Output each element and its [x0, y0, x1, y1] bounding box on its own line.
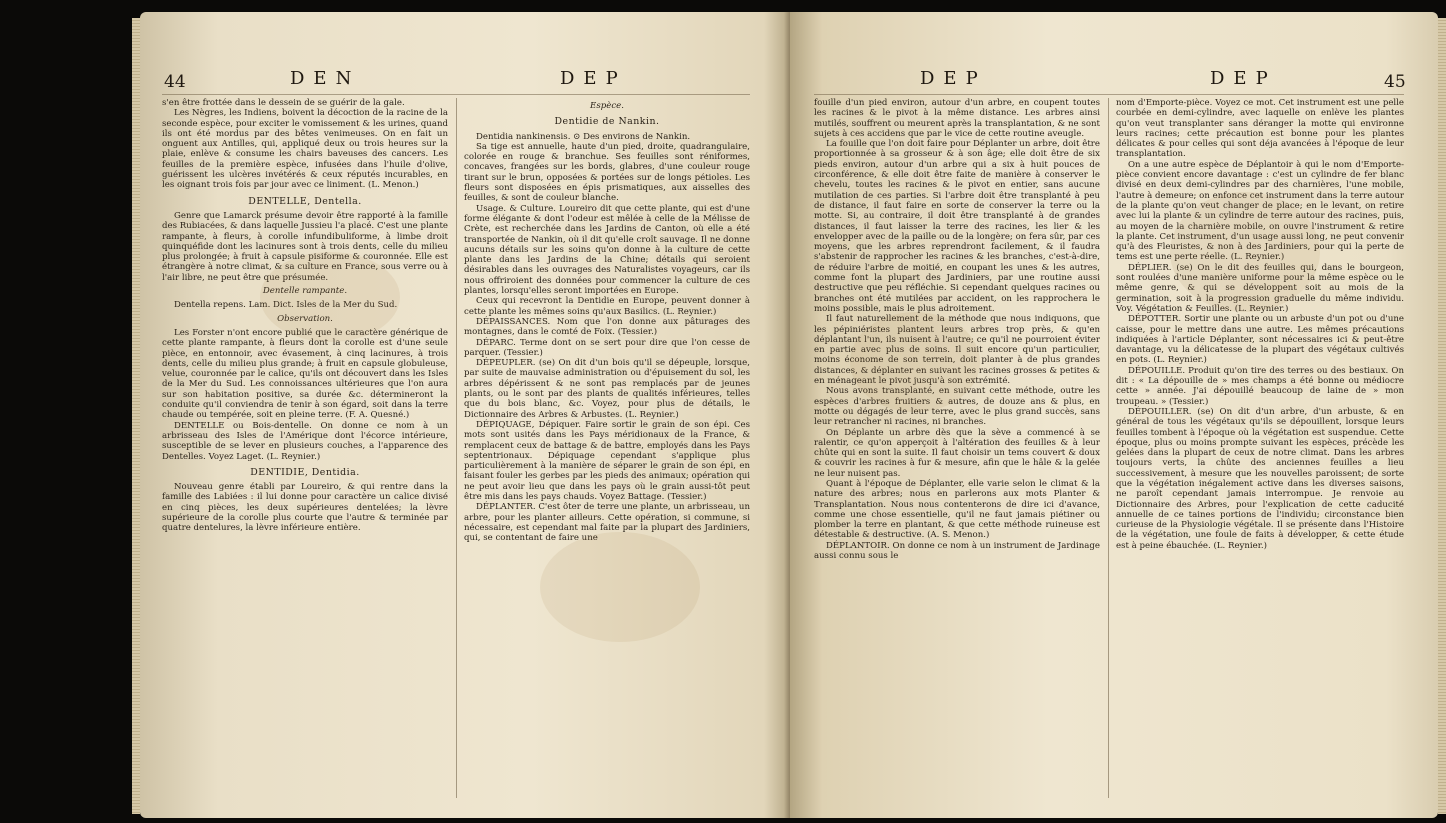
paragraph: Genre que Lamarck présume devoir être rapporté à la famille des Rubiacées, & dans laquelle Jussieu l'a placé. C'est une plante rampante, à fleurs, à corolle infundibuliforme, à limbe droit quinquéfide dont les lacinures sont à trois dents, celle du milieu plus prolongée; à fruit à capsule pisiforme & couronnée. Elle est étrangère à notre climat, & sa culture en France, sous verre ou à l'air libre, ne peut être que présumée.	[162, 210, 448, 283]
left-running-head-1: DEN	[290, 68, 361, 89]
foxing-stain	[540, 532, 700, 642]
right-column-1	[814, 98, 1100, 561]
paragraph: Il faut naturellement de la méthode que nous indiquons, que les pépiniéristes plantent leurs arbres trop près, & qu'en déplantant l'un, ils nuisent à l'autre; ce qu'il ne pourroient éviter en partie avec plus de soins. Il suit encore qu'un particulier, moins économe de son terrein, doit planter à de plus grandes distances, & déplanter en suivant les racines grosses & petites & en ménageant le pivot jusqu'à son extrémité.	[814, 314, 1100, 387]
article-heading: DENTIDIE, Dentidia.	[250, 466, 360, 478]
paragraph: Quant à l'époque de Déplanter, elle varie selon le climat & la nature des arbres; nous en parlerons aux mots Planter & Transplantation. Nous nous contenterons de dire ici d'avance, comme une chose essentielle, qu'il ne faut jamais piétiner ou plomber la terre en plantant, & que cette méthode ruineuse est détestable & destructive. (A. S. Menon.)	[814, 478, 1100, 541]
right-column-rule	[1108, 98, 1109, 798]
paragraph: DÉPLIER. (se) On le dit des feuilles qui, dans le bourgeon, sont roulées d'une manière uniforme pour la même espèce ou le même genre, & qui se développent soit au mois de la germination, soit à la progression graduelle du même individu. Voy. Végétation & Feuilles. (L. Reynier.)	[1116, 262, 1404, 314]
article-heading: DENTELLE, Dentella.	[248, 195, 362, 207]
paragraph: Ceux qui recevront la Dentidie en Europe, peuvent donner à cette plante les mêmes soins qu'aux Basilics. (L. Reynier.)	[464, 296, 750, 317]
paragraph: Dentella repens. Lam. Dict. Isles de la Mer du Sud.	[174, 300, 398, 311]
left-head-rule	[162, 94, 750, 95]
paragraph: DÉPIQUAGE, Dépiquer. Faire sortir le grain de son épi. Ces mots sont usités dans les Pays méridionaux de la France, & remplacent ceux de battage & de battre, employés dans les Pays septentrionaux. Dépiquage cependant s'applique plus particulièrement à la manière de séparer le grain de son épi, en faisant fouler les gerbes par les pieds des animaux; opération qui ne peut avoir lieu que dans les pays où le grain aussi-tôt peut être mis dans les pays chauds. Voyez Battage. (Tessier.)	[464, 419, 750, 502]
section-subheading: Observation.	[277, 313, 333, 324]
paragraph: DÉPOTTER. Sortir une plante ou un arbuste d'un pot ou d'une caisse, pour le mettre dans une autre. Les mêmes précautions indiquées à l'article Déplanter, sont nécessaires ici & peut-être davantage, vu la délicatesse de la plupart des végétaux cultivés en pots. (L. Reynier.)	[1116, 314, 1404, 366]
left-page-edge	[132, 18, 140, 814]
paragraph: s'en être frottée dans le dessein de se guérir de la gale.	[162, 98, 405, 108]
left-column-2	[464, 98, 750, 543]
paragraph: DÉPARC. Terme dont on se sert pour dire que l'on cesse de parquer. (Tessier.)	[464, 337, 750, 358]
paragraph: Sa tige est annuelle, haute d'un pied, droite, quadrangulaire, colorée en rouge & branchue. Ses feuilles sont réniformes, concaves, frangées sur les bords, glabres, d'une couleur rouge tirant sur le brun, opposées & portées sur de longs pétioles. Les fleurs sont disposées en épis prismatiques, aux aisselles des feuilles, & sont de couleur blanche.	[464, 141, 750, 204]
article-heading: Dentidie de Nankin.	[554, 116, 660, 128]
left-page	[140, 12, 790, 818]
paragraph: Usage. & Culture. Loureiro dit que cette plante, qui est d'une forme élégante & dont l'odeur est mêlée à celle de la Mélisse de Crète, est recherchée dans les Jardins de Canton, où elle a été transportée de Nankin, où il dit qu'elle croît sauvage. Il ne donne aucuns détails sur les soins qu'on donne à la culture de cette plante dans les Jardins de la Chine; détails qui seroient désirables dans les ouvrages des Naturalistes voyageurs, car ils nous offriroient des données pour commencer la culture de ces plantes, lorsqu'elles seront importées en Europe.	[464, 203, 750, 297]
right-page	[790, 12, 1438, 818]
left-column-rule	[456, 98, 457, 798]
right-running-head-2: DEP	[1210, 68, 1277, 89]
paragraph: Nouveau genre établi par Loureiro, & qui rentre dans la famille des Labiées : il lui donne pour caractère un calice divisé en cinq pièces, les deux supérieures dentelées; la lèvre supérieure de la corolle plus courte que l'autre & terminée par quatre dentelures, la lèvre inférieure entière.	[162, 482, 448, 534]
paragraph: DENTELLE ou Bois-dentelle. On donne ce nom à un arbrisseau des Isles de l'Amérique dont l'écorce intérieure, susceptible de se lever en plusieurs couches, a l'apparence des Dentelles. Voyez Laget. (L. Reynier.)	[162, 420, 448, 462]
paragraph: Nous avons transplanté, en suivant cette méthode, outre les espèces d'arbres fruitiers & autres, de douze ans & plus, en motte ou dégagés de leur terre, avec le plus grand succès, sans leur retrancher ni racines, ni branches.	[814, 386, 1100, 428]
paragraph: DÉPOUILLER. (se) On dit d'un arbre, d'un arbuste, & en général de tous les végétaux qu'ils se dépouillent, lorsque leurs feuilles tombent à l'époque où la végétation est suspendue. Cette époque, plus ou moins prompte suivant les espèces, précède les gelées dans la plupart de ceux de notre climat. Dans les arbres toujours verts, la chûte des anciennes feuilles a lieu successivement, à mesure que les nouvelles paroissent; de sorte que la végétation inégalement active dans les diverses saisons, ne paroît cependant jamais interrompue. Je renvoie au Dictionnaire des Arbres, pour l'explication de cette caducité annuelle de ce taines portions de l'individu; circonstance bien curieuse de la Physiologie végétale. Il se présente dans l'Histoire de la végétation, une foule de faits à développer, & cette étude est à peine ébauchée. (L. Reynier.)	[1116, 406, 1404, 551]
paragraph: DÉPLANTER. C'est ôter de terre une plante, un arbrisseau, un arbre, pour les planter ailleurs. Cette opération, si commune, si nécessaire, est cependant mal faite par la plupart des Jardiniers, qui, se contentant de faire une	[464, 502, 750, 544]
right-page-edge	[1438, 18, 1446, 814]
right-running-head-1: DEP	[920, 68, 987, 89]
left-column-1	[162, 98, 448, 534]
paragraph: La fouille que l'on doit faire pour Déplanter un arbre, doit être proportionnée à sa grosseur & à son âge; elle doit être de six pieds environ, autour d'un arbre qui a six à huit pouces de circonférence, & elle doit être faite de manière à conserver le chevelu, toutes les racines & le pivot en entier, sans aucune mutilation de ces parties. Si l'arbre doit être transplanté à peu de distance, il faut faire en sorte de conserver la terre ou la motte. Si, au contraire, il doit être transplanté à de grandes distances, il faut laisser la terre des racines, les lier & les envelopper avec de la paille ou de la longère; on fera sûr, par ces moyens, que les arbres reprendront facilement, & il faudra s'abstenir de rapprocher les racines & les branches, c'est-à-dire, de réduire l'arbre de moitié, en coupant les unes & les autres, comme font la plupart des Jardiniers, par une routine aussi destructive que peu réfléchie. Si cependant quelques racines ou branches ont été mutilées par accident, on les rapprochera le moins possible, mais le plus adroitement.	[814, 139, 1100, 314]
section-subheading: Dentelle rampante.	[262, 286, 348, 297]
open-book	[96, 12, 1406, 818]
paragraph: fouille d'un pied environ, autour d'un arbre, en coupent toutes les racines & le pivot à la même distance. Les arbres ainsi mutilés, souffrent ou meurent après la transplantation, & ne sont sujets à ces accidens que par le vice de cette routine aveugle.	[814, 98, 1100, 139]
left-page-number: 44	[164, 72, 186, 92]
paragraph: On a une autre espèce de Déplantoir à qui le nom d'Emporte-pièce convient encore davantage : c'est un cylindre de fer blanc divisé en deux demi-cylindres par des charnières, l'une mobile, l'autre à demeure; on enfonce cet instrument dans la terre autour de la plante qu'on veut changer de place; en le levant, on retire avec lui la plante & un cylindre de terre autour des racines, puis, au moyen de la charnière mobile, on ouvre l'instrument & retire la plante. Cet instrument, d'un usage aussi long, ne peut convenir qu'à des Fleuristes, & non à des Jardiniers, pour qui la perte de tems est une perte réelle. (L. Reynier.)	[1116, 159, 1404, 263]
paragraph: DÉPEUPLER. (se) On dit d'un bois qu'il se dépeuple, lorsque, par suite de mauvaise administration ou d'épuisement du sol, les arbres dépérissent & ne sont pas remplacés par de jeunes plants, ou le sont par des plants de qualités inférieures, telles que du bois blanc, &c. Voyez, pour plus de détails, le Dictionnaire des Arbres & Arbustes. (L. Reynier.)	[464, 358, 750, 420]
paragraph: Les Forster n'ont encore publié que le caractère générique de cette plante rampante, à fleurs dont la corolle est d'une seule pièce, en entonnoir, avec évasement, à cinq lacinures, à trois dents, celle du milieu plus grande; à fruit en capsule globuleuse, velue, couronnée par le calice, qu'ils ont découvert dans les Isles de la Mer du Sud. Les connoissances ultérieures que l'on aura sur son habitation positive, sa durée &c. détermineront la conduite qu'il conviendra de tenir à son égard, soit dans la terre chaude ou tempérée, soit en pleine terre. (F. A. Quesné.)	[162, 327, 448, 421]
paragraph: On Déplante un arbre dès que la sève a commencé à se ralentir, ce qu'on apperçoit à l'altération des feuilles & à leur chûte qui en sont la suite. Il faut choisir un tems couvert & doux & couvrir les racines à fur & mesure, afin que le hâle & la gelée ne leur nuisent pas.	[814, 427, 1100, 479]
paragraph: nom d'Emporte-pièce. Voyez ce mot. Cet instrument est une pelle courbée en demi-cylindre, avec laquelle on enlève les plantes qu'on veut transplanter sans déranger la motte qui environne leurs racines; cette précaution est bonne pour les plantes délicates & pour celles qui sont déja avancées à l'époque de leur transplantation.	[1116, 98, 1404, 160]
right-column-2	[1116, 98, 1404, 551]
paragraph: Dentidia nankinensis. ⊙ Des environs de Nankin.	[476, 131, 691, 142]
right-page-number: 45	[1384, 72, 1406, 92]
paragraph: DÉPAISSANCES. Nom que l'on donne aux pâturages des montagnes, dans le comté de Foix. (Tessier.)	[464, 316, 750, 338]
right-head-rule	[814, 94, 1404, 95]
paragraph: Les Nègres, les Indiens, boivent la décoction de la racine de la seconde espèce, pour exciter le vomissement & les urines, quand ils ont été mordus par des bêtes venimeuses. On en fait un onguent aux Antilles, qui, appliqué deux ou trois heures sur la plaie, enlève & consume les chairs baveuses des cancers. Les feuilles de la première espèce, infusées dans l'huile d'olive, guérissent les ulcères invétérés & ceux réputés incurables, en les oignant trois fois par jour avec ce liniment. (L. Menon.)	[162, 108, 448, 191]
section-subheading: Espèce.	[590, 101, 624, 111]
paragraph: DÉPOUILLE. Produit qu'on tire des terres ou des bestiaux. On dit : « La dépouille de » mes champs a été bonne ou médiocre cette » année. J'ai dépouillé beaucoup de laine de » mon troupeau. » (Tessier.)	[1116, 365, 1404, 407]
left-running-head-2: DEP	[560, 68, 627, 89]
paragraph: DÉPLANTOIR. On donne ce nom à un instrument de Jardinage aussi connu sous le	[814, 540, 1100, 562]
